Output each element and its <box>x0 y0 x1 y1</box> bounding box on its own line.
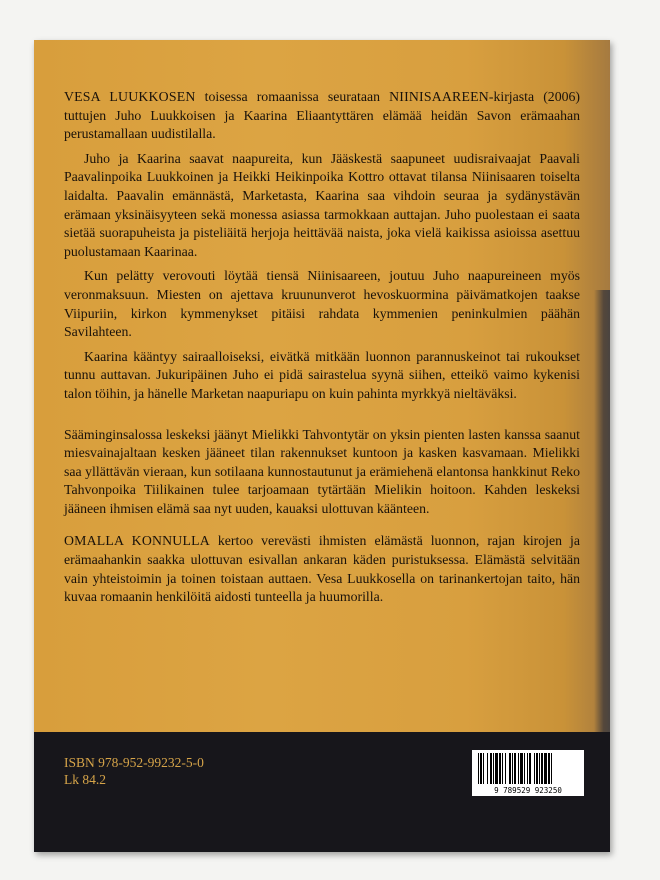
back-cover-blurb <box>64 88 580 613</box>
isbn-block <box>64 754 204 788</box>
library-classification: Lk 84.2 <box>64 772 106 787</box>
blurb-paragraph-6: OMALLA KONNULLA kertoo verevästi ihmisten elämästä luonnon, rajan kirojen ja erämaahankin saakka ulottuvan esivallan ankaran käden puristuksessa. Elämästä selvitään vain yhteistoimin ja toinen toistaan auttaen. Vesa Luukkosella on tarinankertojan taito, hän kuvaa romaanin henkilöitä aidosti tunteella ja huumorilla. <box>64 533 580 605</box>
bottom-band <box>34 732 610 852</box>
cover-edge-shadow <box>594 290 610 760</box>
blurb-paragraph-4: Kaarina kääntyy sairaalloiseksi, eivätkä mitkään luonnon parannuskeinot tai rukoukset tunnu auttavan. Jukuripäinen Juho ei pidä sairastelua syynä siihen, etteikö vaimo kykenisi talon töihin, ja hänelle Marketan naapuriapu on kuin pahinta myrkkyä nieltäväksi. <box>64 348 580 401</box>
blurb-paragraph-2: Juho ja Kaarina saavat naapureita, kun Jääskestä saapuneet uudisraivaajat Paavali Paavalinpoika Luukkoinen ja Heikki Heikinpoika Kottro ottavat tilansa Niinisaaren toiselta laidalta. Paavalin emännästä, Marketasta, Kaarina saa vihdoin seuraa ja sydänystävän erämaan yksinäisyyteen sekä monessa asiassa tarmokkaan auttajan. Juho puolestaan ei saata sietää suorapuheista ja pisteliäitä herjoja heittävää naista, joka vielä kaikissa asioissa asettuu puolustamaan Kaarinaa. <box>64 150 580 259</box>
blurb-paragraph-1: VESA LUUKKOSEN toisessa romaanissa seurataan NIINISAAREEN-kirjasta (2006) tuttujen Juho Luukkoisen ja Kaarina Eliaantyttären elämää heidän Savon erämaahan perustamallaan uudistilalla. <box>64 89 580 142</box>
blurb-paragraph-3: Kun pelätty verovouti löytää tiensä Niinisaareen, joutuu Juho naapureineen myös veronmaksuun. Miesten on ajettava kruununverot hevoskuormina päivämatkojen taakse Viipuriin, kirkon kymmenykset pitäisi rahdata kymmenien peninkulmien päähän Savilahteen. <box>64 268 580 340</box>
book-title-caps: OMALLA KONNULLA <box>64 533 210 549</box>
barcode-number: 9 789529 923250 <box>494 786 562 795</box>
barcode-icon <box>472 750 584 786</box>
prior-book-title-caps: NIINISAAREEN <box>389 89 489 104</box>
barcode <box>472 750 584 796</box>
isbn-number: ISBN 978-952-99232-5-0 <box>64 755 204 770</box>
blurb-paragraph-5: Sääminginsalossa leskeksi jäänyt Mielikki Tahvontytär on yksin pienten lasten kanssa saanut miesvainajaltaan kesken jääneet tilan rakennukset kuntoon ja kasken kasvamaan. Mielikki saa yllättävän vieraan, kun sotilaana kunnostautunut ja erämiehenä elantonsa hankkinut Reko Tahvonpoika Tiilikainen tulee tarjoamaan tytärtään Mielikin hoitoon. Kahden leskeksi jääneen ihmisen elämä saa nyt uuden, kauaksi ulottuvan käänteen. <box>64 426 580 516</box>
author-name-caps: VESA LUUKKOSEN <box>64 89 196 104</box>
book-back-cover <box>34 40 610 852</box>
